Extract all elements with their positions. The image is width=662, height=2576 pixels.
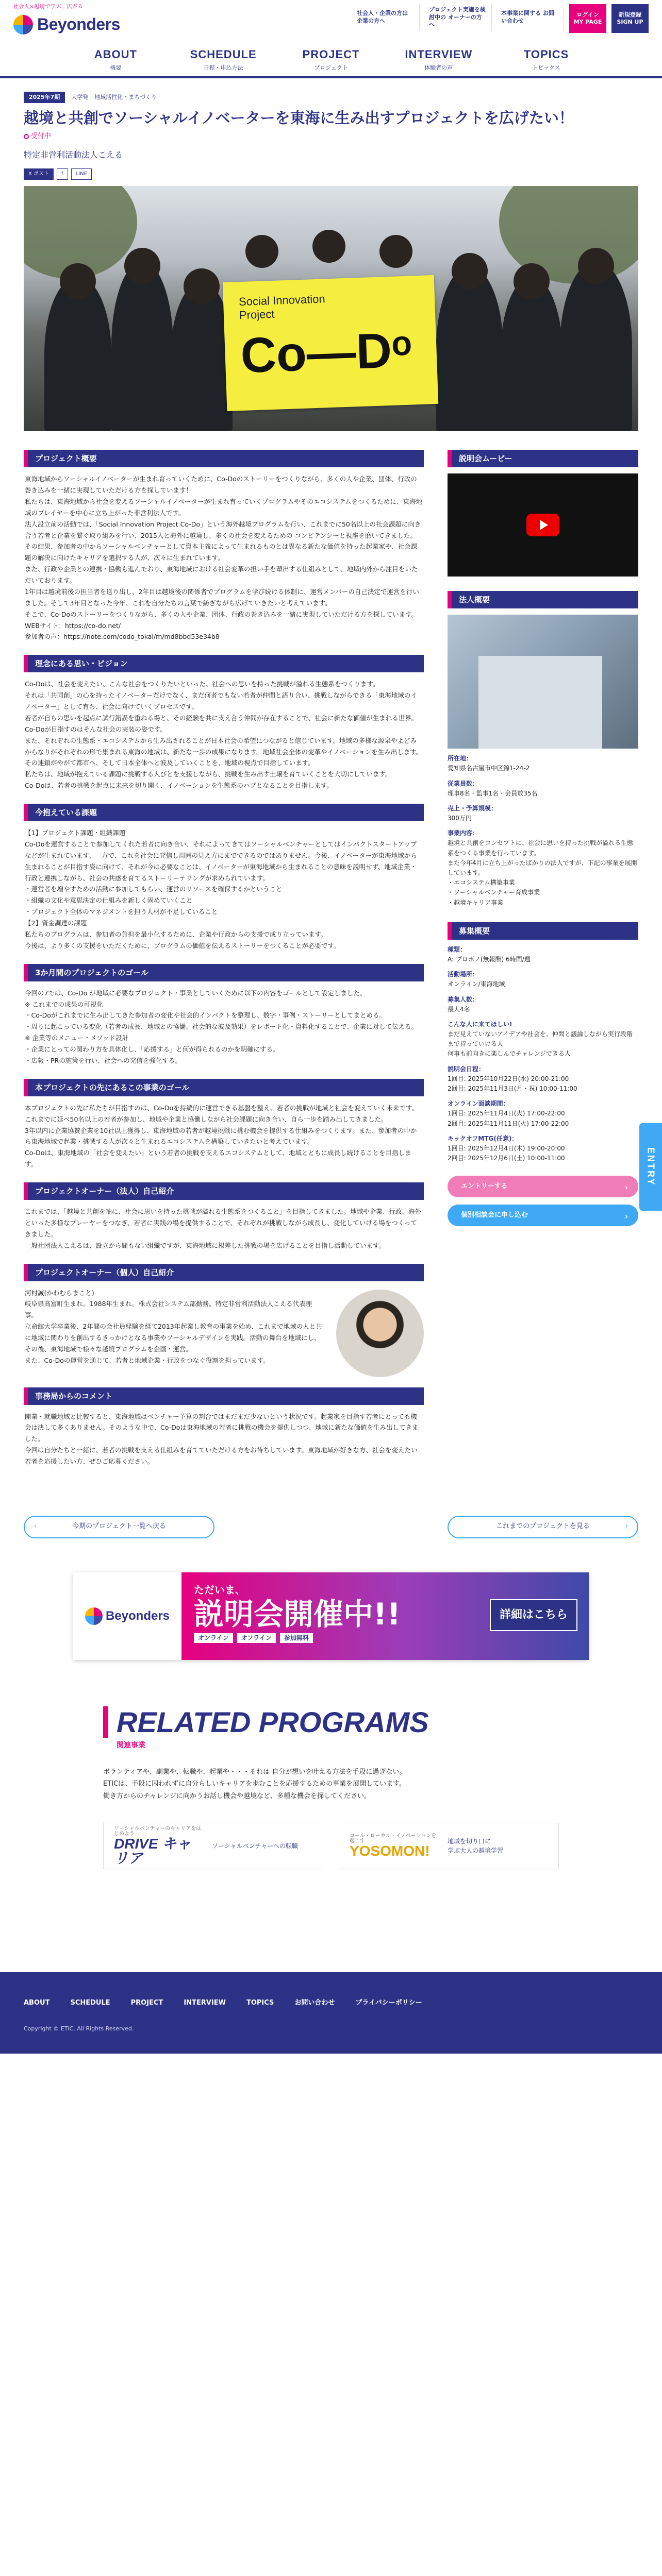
signup-button[interactable] [611, 4, 649, 33]
organization-name: 特定非営利活動法人こえる [24, 149, 123, 160]
related-card-text: 地域を切り口に 学ぶ大人の越境学習 [448, 1838, 504, 1855]
footer-link[interactable]: PROJECT [130, 1999, 163, 2007]
login-button[interactable] [569, 4, 606, 33]
hero-head [379, 235, 412, 268]
share-x-button[interactable]: X ポスト [24, 168, 54, 180]
related-card-drive[interactable] [103, 1823, 323, 1869]
related-programs [0, 1706, 662, 1869]
footer-link[interactable]: INTERVIEW [184, 1999, 226, 2007]
back-to-list-button[interactable] [24, 1516, 214, 1538]
info-label: 従業員数： [448, 779, 479, 787]
arrow-right-icon: › [625, 1522, 628, 1531]
info-value: まだ見えていないアイデアや社会を、仲間と議論しながら実行段階まで持っていける人 何事も前向きに楽しんでチャレンジできる人 [448, 1030, 633, 1058]
section-body: これまでは、「越境と共創を軸に、社会に思いを持った挑戦が溢れる生態系をつくること」を目指してきました。地域や企業、行政、海外といった多様なプレーヤーをつなぎ、若者に実践の場を提供することで、それぞれが挑戦しながら成長し、変化していける場をつくってきました。 一般社団法人こえるは、設立から間もない組織ですが、東海地域に根差した挑戦の場を広げることを目指し活動しています。 [25, 1208, 421, 1249]
arrow-left-icon: ‹ [34, 1522, 37, 1531]
section-body: 【1】プロジェクト課題・組織課題 Co-Doを運営することで参加してくれた若者に向き合い、それによってきてはソーシャルベンチャーとしてはインパクトスタートアップなどが生まれています。一方で、これを社会に発信し周囲の見え方にまでできるのではありません。今後、イノベーターが東海地域から生まれることが目指す姿に向けて、それが今は必要なことは、イノベーターが東海地域から生まれることの意味を説明せず、地域企業・行政と連携しながら、社会の共感を育てるストーリーテリングが求められています。 ・運営者を増やすための活動に参加してもらい、運営のリソースを確保するかということ ・組織の文化や意思決定の仕組みを新しく固めていくこと ・プロジェクト全体のマネジメントを担う人材が不足していること 【2】資金調達の課題 私たちのプログラムは、参加者の負担を最小化するために、企業や行政からの支援で成り立っています。 今後は、より多くの支援をいただくために、プログラムの価値を伝えるストーリーをつくることが必要です。 [25, 829, 417, 950]
nav-en: PROJECT [302, 47, 360, 61]
footer-link[interactable]: プライバシーポリシー [355, 1999, 422, 2007]
signup-label: 新規登録 [619, 11, 641, 18]
global-nav [0, 41, 662, 78]
logo-mark-icon [13, 15, 33, 35]
owner-profile [24, 1281, 424, 1377]
share-row [24, 168, 638, 180]
page-title: 越境と共創でソーシャルイノベーターを東海に生み出すプロジェクトを広げたい！ [24, 109, 574, 127]
hero-person [560, 261, 632, 431]
arrow-right-icon: › [624, 1183, 628, 1193]
share-facebook-button[interactable]: f [57, 168, 68, 180]
hero-head [124, 248, 160, 284]
briefing-banner[interactable] [73, 1572, 589, 1660]
section-body: 本プロジェクトの先に私たちが目指すのは、Co-Doを持続的に運営できる基盤を整え、若者の挑戦が地域と社会を変えていく未来です。これまでに延べ50名以上の若者が参加し、地域や企業と協働しながら社会課題に向き合い、自ら一歩を踏み出してきました。 3年以内に企業協賛企業を10社以上獲得し、東海地域の若者が越境挑戦に挑む機会を提供する仕組みをつくります。また、参加者の中から東海地域で起業・挑戦する人が次々と生まれるエコシステムを構築していきたいと考えています。 Co-Doは、東海地域の「社会を変えたい」という若者の挑戦を支えるエコシステムとして、地域とともに成長し続けることを目指します。 [25, 1104, 418, 1168]
hero-head [245, 235, 278, 268]
site-footer [0, 1972, 662, 2054]
past-projects-button[interactable] [448, 1516, 638, 1538]
section-heading: プロジェクト概要 [24, 450, 424, 467]
info-label: 所在地： [448, 755, 473, 762]
past-projects-label: これまでのプロジェクトを見る [496, 1522, 590, 1531]
promo-main [181, 1572, 589, 1660]
section-body: 開業・就職地域と比較すると、東海地域はベンチャー予算の割合ではまだまだ少ないという状況です。起業家を目指す若者にとっても機会は決して多くありません。そのような中で、Co-Doは東海地域の若者に挑戦の機会を提供しつつ、地域に新たな価値を生み出してきました。 今回は自分たちと一緒に、若者の挑戦を支える仕組みを育てていただける方をお待ちしています。東海地域が好きな方、社会を変えたい若者を応援したい方、ぜひご応募ください。 [25, 1412, 419, 1465]
section-body: 東海地域からソーシャルイノベーターが生まれ育っていくために、Co-Doのストーリーをつくりながら、多くの人や企業、団体、行政の巻き込みを一緒に実現していただける方を探しています！ 私たちは、東海地域から社会を変えるソーシャルイノベーターが生まれ育っていくプログラムやそのエコシステムをつくるために、東海地域のプレイヤーを中心に立ち上がった非営利法人です。 法人設立前の活動では、「Social Innovation Project Co-Do」という海外越境プログラムを行い、これまでに50名以上の社会課題に向き合う若者と企業を繋ぐ取り組みを行い、2015人と海外に越境し、多くの社会を変えるための コンピテンシーと視座を磨いてきました。 その結果、参加者の中からソーシャルベンチャーとして資本主義によって生まれるものとは異なる新たな価値を持った起業家や、社会課題の解決に向けたキャリアを選択する人が、次々に生まれています。 また、行政や企業との連携・協働も進んでおり、東海地域における社会変革の担い手を輩出する仕組みとして、地域内外から注目をいただいております。 1年目は越境前後の担当者を送り出し、2年目は越境後の関係者でプログラムを学び続ける体制に、運営メンバーの自己決定で運営を行いました。そして3年目となった今年、これを自分たちの言葉で紡ぎながら広げていきたいと考えています。 そこで、Co-Doのストーリーをつくりながら、多くの人や企業、団体、行政の巻き込みを一緒に実現していただける方を探しています。 WEBサイト：https://co-do.net/ 参加者の声：https://note.com/codo_tokai/m/md8bbd53e34b8 [25, 475, 423, 641]
related-subtitle: 関連事業 [117, 1741, 145, 1750]
info-label: オンライン面談期間： [448, 1100, 509, 1108]
sidebar-heading-recruit: 募集概要 [448, 922, 638, 940]
promo-cta-button[interactable]: 詳細はこちら [490, 1599, 577, 1631]
info-label: 活動場所： [448, 971, 479, 978]
yosomon-logo [350, 1834, 437, 1858]
promo-logo-text: Beyonders [105, 1608, 170, 1623]
nav-item-interview[interactable] [385, 41, 492, 76]
info-value: 理事8名・監事1名・会員数35名 [448, 789, 538, 797]
nav-en: SCHEDULE [190, 47, 257, 61]
info-label: キックオフMTG(任意)： [448, 1134, 518, 1142]
entry-button[interactable] [448, 1176, 638, 1197]
section-heading: 3か月間のプロジェクトのゴール [24, 964, 424, 981]
hero-person [111, 261, 173, 431]
recruit-info [448, 945, 638, 1164]
header-link-owner[interactable]: プロジェクト実施を検討中の オーナーの方へ [425, 4, 492, 31]
promo-headline: 説明会開催中!! [194, 1596, 401, 1632]
header-link-contact[interactable]: 本事業に関する お問い合わせ [497, 4, 564, 31]
status-dot-icon [24, 134, 29, 139]
info-value: 最大4名 [448, 1005, 470, 1013]
drive-logo [114, 1826, 202, 1866]
footer-link[interactable]: SCHEDULE [70, 1999, 110, 2007]
info-value: 1回目: 2025年12月4日(木) 19:00-20:00 2回目: 2025年12月6日(土) 10:00-11:00 [448, 1144, 565, 1162]
footer-link[interactable]: お問い合わせ [294, 1999, 335, 2007]
consult-button-label: 個別相談会に申し込む [461, 1211, 528, 1219]
share-line-button[interactable]: LINE [71, 168, 92, 180]
nav-item-about[interactable] [62, 41, 170, 76]
info-label: 売上・予算規模： [448, 804, 498, 812]
corp-info [448, 754, 638, 908]
play-icon[interactable] [526, 514, 559, 536]
related-card-yosomon[interactable] [339, 1823, 559, 1869]
info-value: A: プロボノ(無報酬) 6時間/週 [448, 955, 531, 963]
category-link[interactable]: 大学発 [71, 94, 89, 100]
header-link-company[interactable]: 社会人・企業の方は 企業の方へ [353, 4, 420, 31]
owner-avatar [336, 1290, 424, 1377]
section-heading: 事務局からのコメント [24, 1387, 424, 1405]
info-value: 1回目: 2025年10月22日(水) 20:00-21:00 2回目: 2025年11月3日(月・祝) 10:00-11:00 [448, 1075, 577, 1092]
section-heading: 今抱えている課題 [24, 804, 424, 821]
promo-logo [73, 1572, 181, 1660]
promo-small: ただいま、 [194, 1583, 245, 1596]
consult-button[interactable] [448, 1205, 638, 1226]
info-value: 愛知県名古屋市中区錦1-24-2 [448, 765, 530, 772]
hero-person [501, 277, 562, 431]
related-card-text: ソーシャルベンチャーへの転職 [212, 1842, 299, 1850]
hero-head [312, 230, 345, 263]
drive-logo-sub: ソーシャルベンチャーのキャリアをはじめよう [114, 1826, 202, 1837]
nav-item-schedule[interactable] [170, 41, 277, 76]
nav-en: TOPICS [523, 47, 569, 61]
term-badge: 2025年7期 [24, 92, 65, 103]
nav-ja: 体験者の声 [424, 64, 453, 71]
hero-head [514, 263, 550, 299]
back-to-list-label: 今期のプロジェクト一覧へ戻る [72, 1522, 166, 1531]
video-player[interactable] [448, 473, 638, 577]
project-pager [24, 1516, 638, 1538]
status-text: 受付中 [31, 132, 52, 140]
header-links [353, 4, 649, 33]
hero-person [436, 266, 503, 431]
promo-tag: 参加無料 [280, 1633, 313, 1643]
section-body: 今回の7では、Co-Do が地域に必要なプロジェクト・事業としていくために以下の内容をゴールとして設定しました。 ※ これまでの成果の可視化 ・Co-Doがこれまでに生み出してきた参加者の変化や社会的インパクトを整理し、数字・事例・ストーリーとしてまとめる。 ・周りに起こっている変化（若者の成長、地域との協働、社会的な波及効果）をレポート化・資料化することで、企業に対して伝える。 ※ 企業等のメニュー・メソッド設計 ・企業にとっての関わり方を具体化し、「応援する」と何が得られるのかを明確にする。 ・広報・PRの施策を行い、社会への発信を強化する。 [25, 989, 418, 1064]
signup-sub: SIGN UP [617, 19, 643, 25]
drive-logo-text: DRIVE キャリア [114, 1836, 191, 1867]
hero-head [578, 248, 614, 284]
floating-entry-tab[interactable]: ENTRY [639, 1123, 662, 1211]
info-label: 種類： [448, 945, 467, 953]
yosomon-logo-text: YOSOMON! [350, 1843, 430, 1859]
footer-nav [24, 1998, 638, 2009]
sidebar-actions [448, 1176, 638, 1226]
banner-line: Project [239, 308, 275, 322]
footer-link[interactable]: TOPICS [246, 1999, 274, 2007]
arrow-right-icon: › [624, 1212, 628, 1222]
logo-tagline: 社会人×越境で学ぶ、広がる [13, 4, 84, 10]
copyright: Copyright © ETIC. All Rights Reserved. [24, 2025, 134, 2032]
logo-mark-icon [85, 1607, 103, 1625]
section-heading: 理念にある思い・ビジョン [24, 655, 424, 672]
article [0, 78, 662, 1469]
footer-link[interactable]: ABOUT [24, 1999, 50, 2007]
promo-tag: オンライン [194, 1633, 233, 1643]
promo-tags [194, 1633, 576, 1643]
related-title: RELATED PROGRAMS [103, 1706, 559, 1738]
site-logo[interactable] [13, 3, 132, 38]
info-value: 300万円 [448, 815, 472, 822]
info-label: こんな人に来てほしい! [448, 1020, 512, 1028]
corp-photo [448, 615, 638, 749]
nav-ja: 日程・申込方法 [203, 64, 243, 71]
hero-photo [24, 186, 638, 431]
info-value: オンライン/東海地域 [448, 980, 505, 988]
nav-en: INTERVIEW [405, 47, 473, 61]
nav-ja: トピックス [532, 64, 560, 71]
sidebar [448, 450, 638, 1469]
logo-main [13, 11, 132, 38]
promo-tag: オフライン [237, 1633, 276, 1643]
info-value: 越境と共創をコンセプトに、社会に思いを持った挑戦が溢れる生態系をつくる事業を行っています。 また今年4月に立ち上がったばかりの法人ですが、下記の事業を展開しています。 ・エコシステム構築事業 ・ソーシャルベンチャー育成事業 ・越境キャリア事業 [448, 839, 637, 906]
section-heading: 本プロジェクトの先にあるこの事業のゴール [24, 1079, 424, 1096]
info-label: 説明会日程： [448, 1065, 485, 1073]
entry-button-label: エントリーする [461, 1182, 508, 1190]
content-columns [24, 450, 638, 1469]
sidebar-heading-corp: 法人概要 [448, 591, 638, 608]
nav-ja: 概要 [110, 64, 122, 71]
login-sub: MY PAGE [573, 19, 602, 25]
related-cards [103, 1823, 559, 1869]
section-heading: プロジェクトオーナー（個人）自己紹介 [24, 1264, 424, 1281]
hero-person [44, 277, 111, 431]
login-label: ログイン [576, 11, 599, 18]
info-value: 1回目: 2025年11月4日(火) 17:00-22:00 2回目: 2025年11月11日(火) 17:00-22:00 [448, 1110, 569, 1127]
category-row [24, 92, 638, 103]
category-link[interactable]: 地域活性化・まちづくり [94, 94, 157, 100]
hero-head [184, 268, 220, 304]
yosomon-logo-sub: ロール・ローカル・イノベーションを起こす [350, 1833, 437, 1844]
banner-logo: Co—Dᵒ [239, 322, 413, 383]
nav-en: ABOUT [94, 47, 137, 61]
site-header [0, 0, 662, 41]
nav-item-project[interactable] [277, 41, 385, 76]
main-column [24, 450, 424, 1469]
hero-banner [223, 275, 438, 411]
hero-head [60, 263, 96, 299]
banner-line: Social Innovation [238, 292, 325, 309]
related-description: ボランティアや、副業や、転職や、起業や・・・それは 自分が想いを叶える方法を手段に過ぎない。 ETICは、手段に囚われずに自分らしいキャリアを歩むことを応援するための事業を展開しています。 働き方からのチャレンジに向かうお話し機会や越境など、多種な機会を探してください。 [103, 1768, 406, 1800]
nav-ja: プロジェクト [314, 64, 348, 71]
logo-text: Beyonders [37, 14, 120, 33]
hero-head [452, 253, 488, 289]
section-body: Co-Doは、社会を変えたい、こんな社会をつくりたいといった、社会への思いを持った挑戦が溢れる生態系をつくります。 それは「共同創」の心を持ったイノベーターだけでなく、まだ何者でもない若者が仲間と語り合い、挑戦しながらできる「東海地域のイノベーター」として育ち、社会に向けていくプロセスです。 若者が自らの思いを起点に試行錯誤を重ねる場と、その経験を共に支え合う仲間が存在することで、社会に新たな価値が生まれる世界。Co-Doが目指すのはそんな社会の実装の姿です。 また、それぞれの生態系・エコシステムから生み出されることが日本社会の希望につながると信じています。地域の多様な源泉やよどみからなりがそれぞれの形で集まれる東海の地域は、新たな一歩の成果になります。地域社会全体の変革やイノベーションを生み出します。その連鎖がやがて都市へ、そして日本全体へと波及していくことを、地域の視点で目指しています。 私たちは、地域が抱えている課題に挑戦する人びとを支援しながら、挑戦を生み出す土壌を育ていくことを大切にしています。 Co-Doは、若者の挑戦を起点に未来を切り開く、イノベーションを生態系のハブとなることを目指します。 [25, 680, 423, 790]
section-heading: プロジェクトオーナー（法人）自己紹介 [24, 1182, 424, 1200]
info-label: 事業内容： [448, 829, 479, 837]
section-body: 河村誠(かわむらまこと) 岐阜県高富町生まれ。1988年生まれ。株式会社システム部勤務。特定非営利活動法人こえる代表理事。 立命館大学卒業後、2年間の会社員経験を経て2013年起業し教育の事業を始め、これまで地域の人と共に地域に関わりを創出するきっかけとなる事業やソーシャルデザインを実践。活動の舞台を地域にし、その後、東海地域で様々な越境プログラムを企画・運営。 また、Co-Doの運営を通じて、若者と地域企業・行政をつなぐ役割を担っています。 [25, 1289, 322, 1364]
status-badge [24, 131, 638, 142]
nav-item-topics[interactable] [492, 41, 600, 76]
info-label: 募集人数： [448, 995, 479, 1003]
sidebar-heading-video: 説明会ムービー [448, 450, 638, 467]
